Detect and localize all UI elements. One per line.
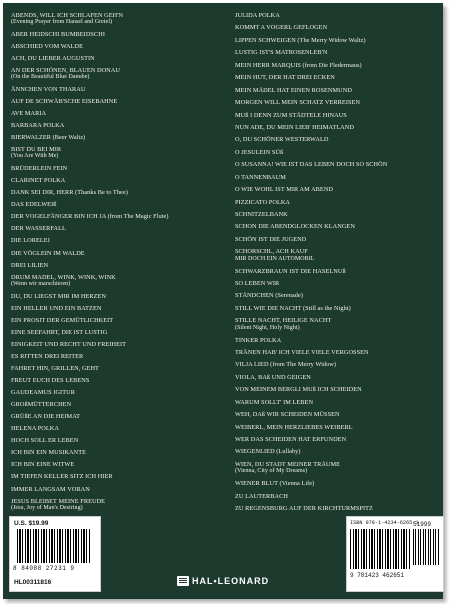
song-title: DIE LORELEI <box>11 237 50 245</box>
publisher-name: HAL•LEONARD <box>192 576 270 586</box>
song-title-entry <box>235 174 443 181</box>
song-title: ZU LAUTERBACH <box>235 492 288 500</box>
song-title-entry <box>235 124 443 131</box>
song-title-entry <box>11 425 223 432</box>
song-title: WIEGENLIED (Lullaby) <box>235 448 301 456</box>
song-title: O JESULEIN SÜß <box>235 148 284 156</box>
song-title-entry <box>11 31 223 38</box>
song-title: STÄNDCHEN (Serenade) <box>235 292 303 300</box>
song-title-entry <box>235 374 443 381</box>
isbn-barcode-box <box>346 516 444 592</box>
song-title: SCHÖN IST DIE JUGEND <box>235 235 307 243</box>
song-subtitle: (Silent Night, Holy Night) <box>235 324 300 331</box>
song-title-entry <box>235 24 443 31</box>
song-title: SCHWARZBRAUN IST DIE HASELNUß <box>235 267 346 275</box>
song-title-entry <box>11 12 223 26</box>
song-title-entry <box>11 341 223 348</box>
song-title-entry <box>11 122 223 129</box>
song-title-entry <box>235 317 443 331</box>
song-subtitle: (You Are With Me) <box>11 153 59 160</box>
isbn-addon-barcode <box>413 529 439 565</box>
song-title-entry <box>235 62 443 69</box>
song-title-entry <box>11 305 223 312</box>
song-title: PIZZICATO POLKA <box>235 198 291 206</box>
cover-footer <box>3 516 443 599</box>
song-title: O, DU SCHÖNER WESTERWALD <box>235 136 329 144</box>
song-title: O WIE WOHL IST MIR AM ABEND <box>235 186 334 194</box>
song-title: HELENA POLKA <box>11 425 59 433</box>
song-subtitle: (Vienna, City of My Dreams) <box>235 468 308 475</box>
song-title: BARBARA POLKA <box>11 122 65 130</box>
song-title-entry <box>235 99 443 106</box>
price-label: U.S. $19.99 <box>14 520 49 527</box>
song-title-entry <box>11 237 223 244</box>
song-subtitle: (On the Beautiful Blue Danube) <box>11 74 90 81</box>
song-title-entry <box>11 55 223 62</box>
isbn-addon: 51999 <box>413 521 432 528</box>
song-title-entry <box>235 448 443 455</box>
song-title-entry <box>11 461 223 468</box>
song-title-entry <box>235 292 443 299</box>
song-title-entry <box>235 505 443 512</box>
song-title-entry <box>235 493 443 500</box>
song-title-entry <box>11 262 223 269</box>
song-title: JULIDA POLKA <box>235 12 280 19</box>
song-title: WEH, DAß WIR SCHEIDEN MÜSSEN <box>235 411 340 419</box>
back-cover <box>3 3 443 599</box>
song-title: VIOLA, BAß UND GEIGEN <box>235 373 311 381</box>
song-title-entry <box>11 329 223 336</box>
song-title-entry <box>11 293 223 300</box>
song-title-entry <box>235 236 443 243</box>
song-title-entry <box>11 165 223 172</box>
song-title-entry <box>235 74 443 81</box>
isbn-barcode <box>350 529 410 569</box>
song-title: DER VOGELFÄNGER BIN ICH JA (from The Magic Flute) <box>11 213 169 221</box>
song-subtitle: (Evening Prayer from Hansel and Gretel) <box>11 19 113 26</box>
song-title-entry <box>11 449 223 456</box>
song-title-entry <box>235 87 443 94</box>
song-title: DANK SEI DIR, HERR (Thanks Be to Thee) <box>11 189 128 197</box>
song-title: TINKER POLKA <box>235 336 282 344</box>
song-title-entry <box>235 386 443 393</box>
song-title: FAHRET HIN, GRILLEN, GEHT <box>11 364 99 372</box>
song-title: ACH, DU LIEBER AUGUSTIN <box>11 54 95 62</box>
song-title: DER WASSERFALL <box>11 225 66 233</box>
song-title: ABENDS, WILL ICH SCHLAFEN GEH'N <box>11 12 124 19</box>
song-title: SCHON DIE ABENDGLOCKEN KLANGEN <box>235 223 355 231</box>
song-title-entry <box>235 37 443 44</box>
song-title-entry <box>11 413 223 420</box>
song-title: MEIN HUT, DER HAT DREI ECKEN <box>235 74 335 82</box>
song-title-entry <box>235 480 443 487</box>
song-title: EIN PROSIT DER GEMÜTLICHKEIT <box>11 316 114 324</box>
song-title-entry <box>235 399 443 406</box>
song-title: ES RITTEN DREI REITER <box>11 352 84 360</box>
song-title: MORGEN WILL MEIN SCHATZ VERREISEN <box>235 99 361 107</box>
song-title-entry <box>11 177 223 184</box>
song-title-entry <box>11 225 223 232</box>
song-title: ICH BIN EINE WITWE <box>11 461 75 469</box>
song-title-entry <box>235 461 443 475</box>
song-title: GROßMÜTTERCHEN <box>11 401 72 409</box>
song-title: WER DAS SCHEIDEN HAT ERFUNDEN <box>235 436 347 444</box>
song-title: WIEN, DU STADT MEINER TRÄUME <box>235 460 341 468</box>
song-title-entry <box>235 49 443 56</box>
song-title: ÄNNCHEN VON THARAU <box>11 85 86 93</box>
song-title-entry <box>11 365 223 372</box>
song-title: ABER HEIDSCHI BUMBEIDSCHI <box>11 30 105 38</box>
song-title: DREI LILIEN <box>11 261 49 269</box>
song-title: EINE SEEFAHRT, DIE IST LUSTIG <box>11 328 108 336</box>
song-title-entry <box>11 401 223 408</box>
isbn-label: ISBN 978-1-4234-6265-1 <box>350 520 419 526</box>
song-title-entry <box>11 389 223 396</box>
hal-leonard-logo-icon <box>177 576 189 586</box>
song-title: SCHNITZELBANK <box>235 211 288 218</box>
song-title-entry <box>235 337 443 344</box>
song-title: IMMER LANGSAM VORAN <box>11 485 90 493</box>
song-title: IM TIEFEN KELLER SITZ ICH HIER <box>11 473 113 481</box>
song-title: ZU REGENSBURG AUF DER KIRCHTURMSPITZ <box>235 505 373 513</box>
song-title: VILJA LIED (from The Merry Widow) <box>235 361 337 369</box>
song-title-entry <box>11 377 223 384</box>
song-title: AN DER SCHÖNEN, BLAUEN DONAU <box>11 67 120 75</box>
song-list-left <box>11 12 223 512</box>
song-title: LUSTIG IST'S MATROSENLEB'N <box>235 49 328 57</box>
song-title: GAUDEAMUS IGITUR <box>11 389 75 396</box>
song-title-entry <box>11 110 223 117</box>
song-title-entry <box>11 437 223 444</box>
song-title-entry <box>11 250 223 257</box>
song-title: CLARINET POLKA <box>11 177 66 185</box>
song-title-entry <box>11 274 223 288</box>
song-title-entry <box>11 43 223 50</box>
upc-barcode <box>17 529 91 563</box>
song-title-entry <box>235 161 443 168</box>
song-title: DAS EDELWEIß <box>11 201 57 209</box>
item-code: HL00311816 <box>14 579 52 586</box>
song-title: NUN ADE, DU MEIN LIEB' HEIMATLAND <box>235 123 354 131</box>
song-title-entry <box>235 305 443 312</box>
song-title: AUF DE SCHWÄB'SCHE EISEBAHNE <box>11 97 118 105</box>
song-subtitle: (Jesu, Joy of Man's Desiring) <box>11 504 83 511</box>
song-title-entry <box>11 473 223 480</box>
upc-number: 8 84088 27231 9 <box>13 565 75 572</box>
song-title-entry <box>235 186 443 193</box>
song-title-entry <box>11 213 223 220</box>
song-title: BIERWALZER (Beer Waltz) <box>11 134 86 142</box>
song-title-entry <box>235 211 443 218</box>
song-title: BRÜDERLEIN FEIN <box>11 165 68 173</box>
song-title-entry <box>11 134 223 141</box>
song-title-entry <box>235 411 443 418</box>
song-title-entry <box>11 98 223 105</box>
song-title-entry <box>235 280 443 287</box>
song-title-entry <box>11 317 223 324</box>
publisher-logo <box>177 574 269 588</box>
song-title-entry <box>11 189 223 196</box>
song-title-entry <box>235 136 443 143</box>
song-title: JESUS BLEIBET MEINE FREUDE <box>11 497 106 505</box>
song-title: ICH BIN EIN MUSIKANTE <box>11 449 87 457</box>
isbn-number: 9 781423 462651 <box>350 572 405 579</box>
song-title: VON MEINEM BERGLI MUß ICH SCHEIDEN <box>235 386 362 394</box>
song-title-entry <box>11 201 223 208</box>
song-title: FREUT EUCH DES LEBENS <box>11 376 90 384</box>
song-title: DRUM MADEL, WINK, WINK, WINK <box>11 273 116 281</box>
song-title-entry <box>235 424 443 431</box>
song-title: WEIBERL, MEIN HERZLIEBES WEIBERL <box>235 423 353 431</box>
song-title: TRÄNEN HAB' ICH VIELE VIELE VERGOSSEN <box>235 348 369 356</box>
song-title: LIPPEN SCHWEIGEN (The Merry Widow Waltz) <box>235 36 366 44</box>
song-title-entry <box>235 248 443 262</box>
song-title: MEIN MÄDEL HAT EINEN ROSENMUND <box>235 86 352 94</box>
song-title-entry <box>11 353 223 360</box>
song-title: HOCH SOLL ER LEBEN <box>11 437 79 445</box>
song-title: DU, DU LIEGST MIR IM HERZEN <box>11 292 106 300</box>
song-title: EIN HELLER UND EIN BATZEN <box>11 304 102 312</box>
song-title: KOMMT A VOGERL GEFLOGEN <box>235 24 328 32</box>
song-title: AVE MARIA <box>11 110 47 118</box>
song-title: GRÜßE AN DIE HEIMAT <box>11 413 80 421</box>
song-title-entry <box>235 199 443 206</box>
song-title-entry <box>11 498 223 512</box>
song-title: STILLE NACHT, HEILIGE NACHT <box>235 317 332 325</box>
song-title-entry <box>11 146 223 160</box>
song-title: MUß I DENN ZUM STÄDTELE HINAUS <box>235 111 347 119</box>
song-title-entry <box>235 12 443 19</box>
song-subtitle: (Wenn wir marschieren) <box>11 280 71 287</box>
song-title-entry <box>235 349 443 356</box>
song-title-entry <box>11 67 223 81</box>
song-title: WARUM SOLLT' IM LEBEN <box>235 398 314 406</box>
song-title-entry <box>11 486 223 493</box>
song-title: O TANNENBAUM <box>235 173 286 181</box>
song-title: EINIGKEIT UND RECHT UND FREIHEIT <box>11 340 127 348</box>
song-title: ABSCHIED VOM WALDE <box>11 42 84 50</box>
song-title: DIE VÖGLEIN IM WALDE <box>11 249 85 257</box>
song-title-entry <box>235 268 443 275</box>
price-barcode-box <box>9 516 101 592</box>
song-title-entry <box>11 86 223 93</box>
song-title-entry <box>235 112 443 119</box>
song-title: O SUSANNA! WIE IST DAS LEBEN DOCH SO SCHÖN <box>235 161 388 169</box>
song-title: MEIN HERR MARQUIS (from Die Fledermaus) <box>235 61 362 69</box>
song-title-entry <box>235 223 443 230</box>
song-subtitle: MIR DOCH EIN AUTOMOBIL <box>235 255 315 262</box>
song-title: BIST DU BEI MIR <box>11 146 62 154</box>
song-title: SO LEBEN WIR <box>235 279 280 287</box>
song-title: SCHORSCHL, ACH KAUF <box>235 248 308 256</box>
song-title-entry <box>235 361 443 368</box>
song-title-entry <box>235 149 443 156</box>
song-title: STILL WIE DIE NACHT (Still as the Night) <box>235 304 351 312</box>
song-list-right <box>235 12 443 512</box>
song-title-entry <box>235 436 443 443</box>
song-title: WIENER BLUT (Vienna Life) <box>235 480 315 488</box>
